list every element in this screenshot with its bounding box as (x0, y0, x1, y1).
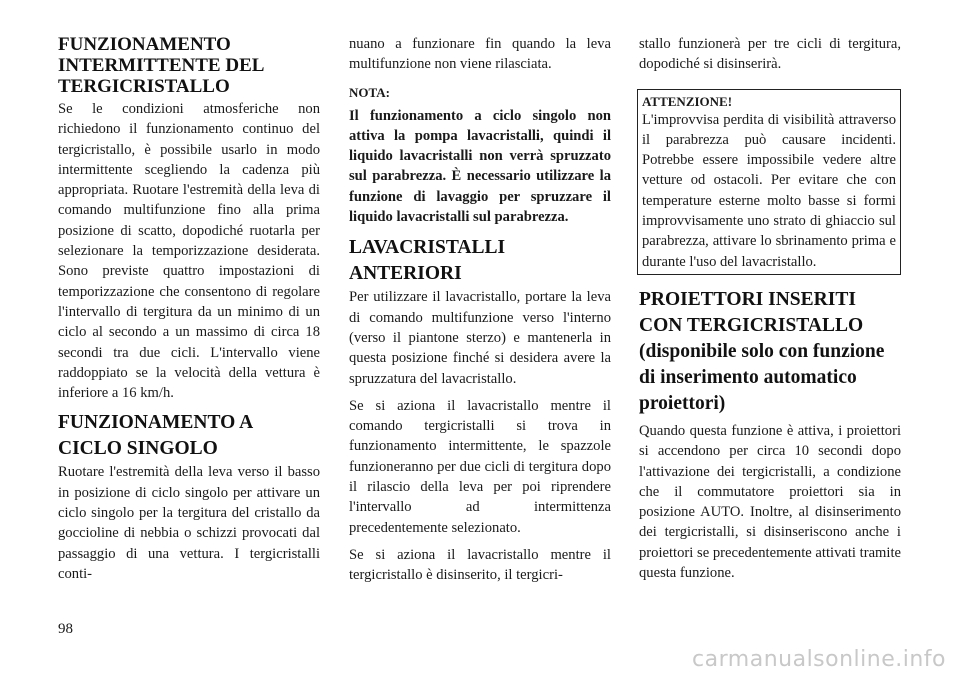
paragraph-washer-3: Se si aziona il lavacristallo mentre il tergicristallo è disinserito, il tergicri- (349, 546, 611, 584)
warning-box (637, 89, 901, 275)
section-heading-headlamps: PROIETTORI INSERITI CON TERGICRISTALLO (disponibile solo con funzione di inserimento automatico proiettori) (639, 288, 885, 414)
paragraph-washer-2: Se si aziona il lavacristallo mentre il comando tergicristalli si trova in funzionamento intermittente, le spazzole funzioneranno per due cicli di tergitura dopo il rilascio della leva per poi riprendere l'intervallo ad intermittenza precedentemente selezionato. (349, 397, 611, 536)
paragraph-continuation: nuano a funzionare fin quando la leva multifunzione non viene rilasciata. (349, 36, 611, 73)
section-heading-washer: LAVACRISTALLI ANTERIORI (349, 237, 506, 285)
page-number: 98 (58, 621, 73, 637)
paragraph-headlamps: Quando questa funzione è attiva, i proiettori si accendono per circa 10 secondi dopo l'attivazione dei tergicristalli, a condizione che il commutatore proiettori sia in posizione AUTO. Inoltre, al disinserimento dei tergicristalli, si disinseriscono anche i proiettori se precedentemente attivati tramite questa funzione. (639, 422, 901, 582)
paragraph-continuation-3: stallo funzionerà per tre cicli di tergitura, dopodiché si disinserirà. (639, 36, 901, 73)
note-label: NOTA: (349, 84, 390, 100)
paragraph-washer-1: Per utilizzare il lavacristallo, portare la leva di comando multifunzione verso l'interno (verso il piantone sterzo) e mantenerla in questa posizione finché si desidera avere la spruzzatura del lavacristallo. (349, 289, 611, 387)
column-3 (639, 34, 901, 583)
section-heading-intermittent: FUNZIONAMENTO INTERMITTENTE DEL TERGICRISTALLO (58, 34, 264, 97)
warning-title: ATTENZIONE! (642, 93, 733, 109)
warning-text: L'improvvisa perdita di visibilità attraverso il parabrezza può causare incidenti. Potrebbe essere impossibile vedere altre vetture od ostacoli. Per evitare che con temperature esterne molto basse si formi improvvisamente uno strato di ghiaccio sul parabrezza, attivare lo sbrinamento prima e durante l'uso del lavacristallo. (642, 111, 896, 270)
paragraph-intermittent: Se le condizioni atmosferiche non richiedono il funzionamento continuo del tergicristallo, è possibile usarlo in modo intermittente scegliendo la cadenza più appropriata. Ruotare l'estremità della leva di comando multifunzione fino alla prima posizione di scatto, dopodiché ruotarla per selezionare la temporizzazione desiderata. Sono previste quattro impostazioni di temporizzazione che consentono di regolare l'intervallo di tergitura da un minimo di un ciclo al secondo a un massimo di circa 18 secondi tra due cicli. L'intervallo viene raddoppiato se la velocità della vettura è inferiore a 16 km/h. (58, 101, 320, 402)
column-1 (58, 34, 320, 584)
paragraph-single-cycle: Ruotare l'estremità della leva verso il basso in posizione di ciclo singolo per attivare un ciclo singolo per la tergitura del cristallo da goccioline di nebbia o schizzi provocati dal passaggio di una vettura. I tergicristalli conti- (58, 464, 320, 582)
watermark: carmanualsonline.info (692, 647, 946, 672)
column-2 (349, 34, 611, 586)
note-text: Il funzionamento a ciclo singolo non attiva la pompa lavacristalli, quindi il liquido lavacristalli non verrà spruzzato sul parabrezza. È necessario utilizzare la funzione di lavaggio per spruzzare il liquido lavacristalli sul parabrezza. (349, 107, 611, 226)
section-heading-single-cycle: FUNZIONAMENTO A CICLO SINGOLO (58, 412, 253, 460)
